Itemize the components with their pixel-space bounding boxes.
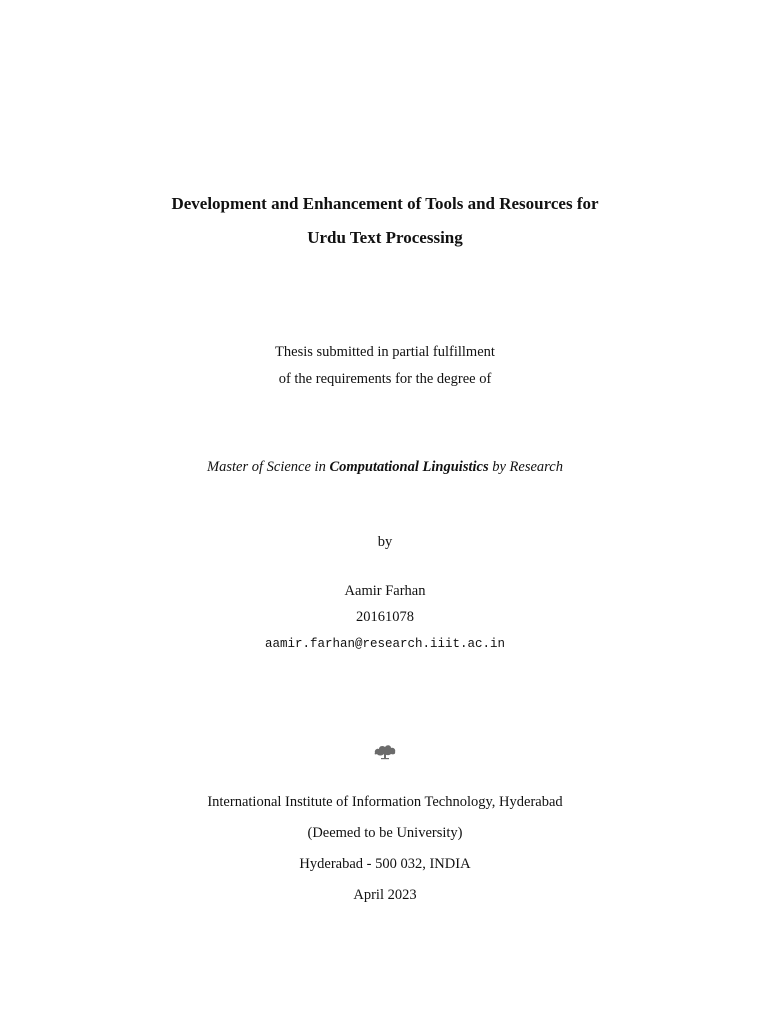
institution-name: International Institute of Information Technology, Hyderabad bbox=[207, 794, 563, 810]
degree-name bbox=[0, 459, 770, 476]
degree-suffix: by Research bbox=[488, 459, 563, 475]
thesis-title-line-2: Urdu Text Processing bbox=[307, 228, 463, 247]
author-roll-number: 20161078 bbox=[356, 609, 414, 625]
submission-date: April 2023 bbox=[353, 887, 417, 903]
author-name: Aamir Farhan bbox=[344, 583, 426, 599]
degree-prefix: Master of Science in bbox=[207, 459, 330, 475]
thesis-title-line-1: Development and Enhancement of Tools and Resources for bbox=[171, 194, 599, 213]
submission-statement-line-1: Thesis submitted in partial fulfillment bbox=[275, 344, 495, 360]
institution-status: (Deemed to be University) bbox=[307, 825, 463, 841]
tree-logo-icon bbox=[373, 742, 397, 760]
submission-statement-line-2: of the requirements for the degree of bbox=[278, 371, 492, 387]
institution-address: Hyderabad - 500 032, INDIA bbox=[299, 856, 471, 872]
author-email: aamir.farhan@research.iiit.ac.in bbox=[264, 637, 506, 651]
by-label: by bbox=[377, 534, 393, 550]
degree-field: Computational Linguistics bbox=[329, 459, 489, 475]
